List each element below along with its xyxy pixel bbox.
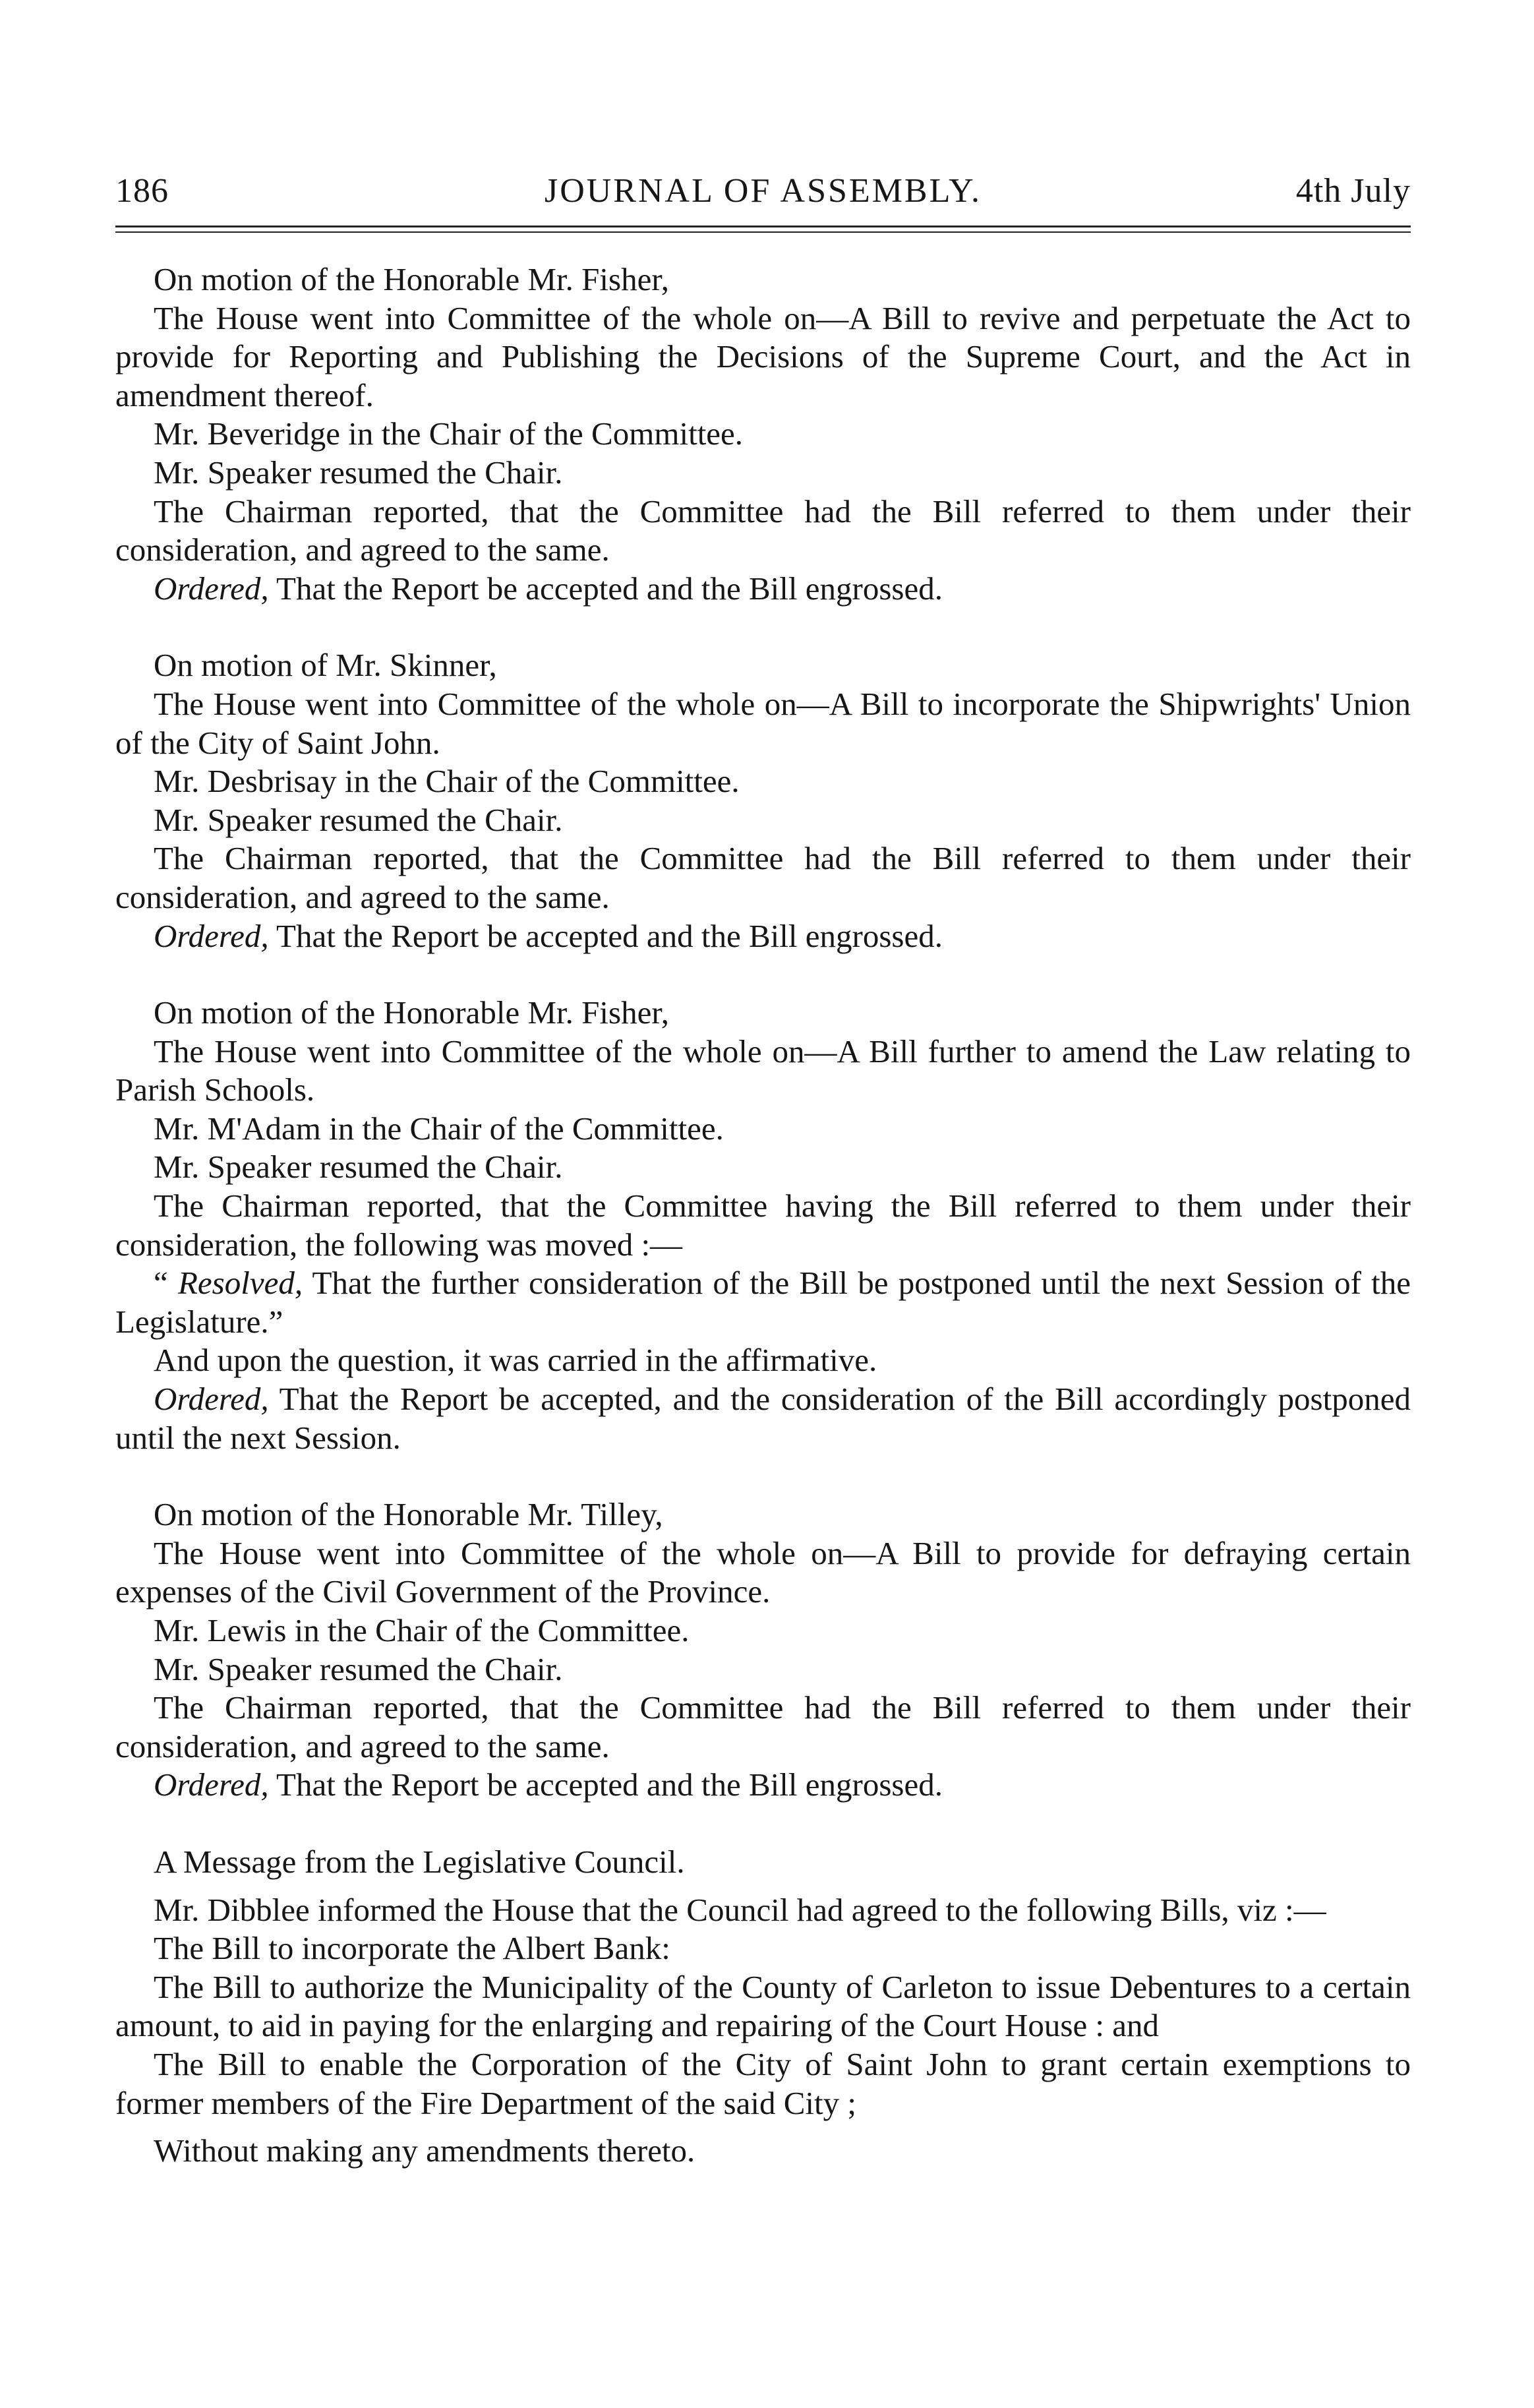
motion-entry bbox=[115, 260, 1411, 608]
ordered-line bbox=[115, 917, 1411, 956]
report-paragraph: The Chairman reported, that the Committee had the Bill referred to them under their consideration, and agreed to the same. bbox=[115, 840, 1411, 915]
speaker-line: Mr. Speaker resumed the Chair. bbox=[154, 801, 563, 838]
resolved-open-quote: “ bbox=[154, 1265, 168, 1302]
committee-paragraph: The House went into Committee of the whole on—A Bill to provide for defraying certain expenses of the Civil Government of the Province. bbox=[115, 1534, 1411, 1610]
question-line: And upon the question, it was carried in the affirmative. bbox=[154, 1342, 877, 1379]
chair-line: Mr. M'Adam in the Chair of the Committee. bbox=[154, 1110, 724, 1147]
message-informed: Mr. Dibblee informed the House that the Council had agreed to the following Bills, viz :— bbox=[154, 1891, 1326, 1928]
page-number: 186 bbox=[115, 172, 169, 210]
committee-paragraph: The House went into Committee of the whole on—A Bill further to amend the Law relating to Parish Schools. bbox=[115, 1033, 1411, 1108]
motion-entry bbox=[115, 646, 1411, 955]
ordered-text: That the Report be accepted and the Bill engrossed. bbox=[276, 570, 943, 607]
speaker-line: Mr. Speaker resumed the Chair. bbox=[154, 1149, 563, 1186]
ordered-text: That the Report be accepted and the Bill engrossed. bbox=[276, 1766, 943, 1803]
chair-line: Mr. Lewis in the Chair of the Committee. bbox=[154, 1612, 690, 1648]
chair-line: Mr. Desbrisay in the Chair of the Committee. bbox=[154, 763, 740, 800]
resolved-word: Resolved, bbox=[177, 1265, 303, 1302]
ordered-word: Ordered, bbox=[154, 1381, 269, 1418]
motion-line: On motion of the Honorable Mr. Fisher, bbox=[154, 261, 669, 297]
journal-page bbox=[115, 171, 1411, 2171]
report-paragraph: The Chairman reported, that the Committee having the Bill referred to them under their consideration, the following was moved :— bbox=[115, 1188, 1411, 1263]
header-rule bbox=[115, 226, 1411, 227]
message-heading: A Message from the Legislative Council. bbox=[154, 1843, 685, 1880]
committee-paragraph: The House went into Committee of the whole on—A Bill to revive and perpetuate the Act to provide for Reporting and Publishing the Decisions of the Supreme Court, and the Act in amendment thereof. bbox=[115, 299, 1411, 413]
ordered-word: Ordered, bbox=[154, 917, 269, 954]
speaker-line: Mr. Speaker resumed the Chair. bbox=[154, 454, 563, 491]
ordered-line bbox=[115, 1380, 1411, 1457]
motion-line: On motion of the Honorable Mr. Fisher, bbox=[154, 994, 669, 1031]
ordered-word: Ordered, bbox=[154, 570, 269, 607]
journal-body bbox=[115, 260, 1411, 2171]
motion-entry bbox=[115, 994, 1411, 1457]
committee-paragraph: The House went into Committee of the whole on—A Bill to incorporate the Shipwrights' Union of the City of Saint John. bbox=[115, 685, 1411, 761]
motion-line: On motion of Mr. Skinner, bbox=[154, 647, 497, 684]
page-header bbox=[115, 171, 1411, 224]
report-paragraph: The Chairman reported, that the Committee had the Bill referred to them under their consideration, and agreed to the same. bbox=[115, 1689, 1411, 1764]
running-title: JOURNAL OF ASSEMBLY. bbox=[544, 172, 982, 210]
speaker-line: Mr. Speaker resumed the Chair. bbox=[154, 1650, 563, 1687]
council-message bbox=[115, 1843, 1411, 2171]
chair-line: Mr. Beveridge in the Chair of the Committee. bbox=[154, 415, 744, 452]
bill-item: The Bill to authorize the Municipality of the County of Carleton to issue Debentures to a certain amount, to aid in paying for the enlarging and repairing of the Court House : and bbox=[115, 1968, 1411, 2044]
ordered-line bbox=[115, 1766, 1411, 1805]
message-closing: Without making any amendments thereto. bbox=[154, 2132, 695, 2169]
motion-entry bbox=[115, 1495, 1411, 1805]
motion-line: On motion of the Honorable Mr. Tilley, bbox=[154, 1496, 663, 1533]
ordered-word: Ordered, bbox=[154, 1766, 269, 1803]
header-rule-second bbox=[115, 231, 1411, 233]
ordered-text: That the Report be accepted and the Bill engrossed. bbox=[276, 917, 943, 954]
page-date: 4th July bbox=[1295, 172, 1411, 210]
bill-item: The Bill to incorporate the Albert Bank: bbox=[154, 1930, 670, 1967]
resolved-text: That the further consideration of the Bill be postponed until the next Session of the Legislature.” bbox=[115, 1265, 1411, 1340]
resolved-paragraph bbox=[115, 1264, 1411, 1341]
ordered-text: That the Report be accepted, and the consideration of the Bill accordingly postponed until the next Session. bbox=[115, 1381, 1411, 1456]
bill-item: The Bill to enable the Corporation of the City of Saint John to grant certain exemptions to former members of the Fire Department of the said City ; bbox=[115, 2045, 1411, 2121]
ordered-line bbox=[115, 570, 1411, 609]
report-paragraph: The Chairman reported, that the Committee had the Bill referred to them under their consideration, and agreed to the same. bbox=[115, 493, 1411, 568]
